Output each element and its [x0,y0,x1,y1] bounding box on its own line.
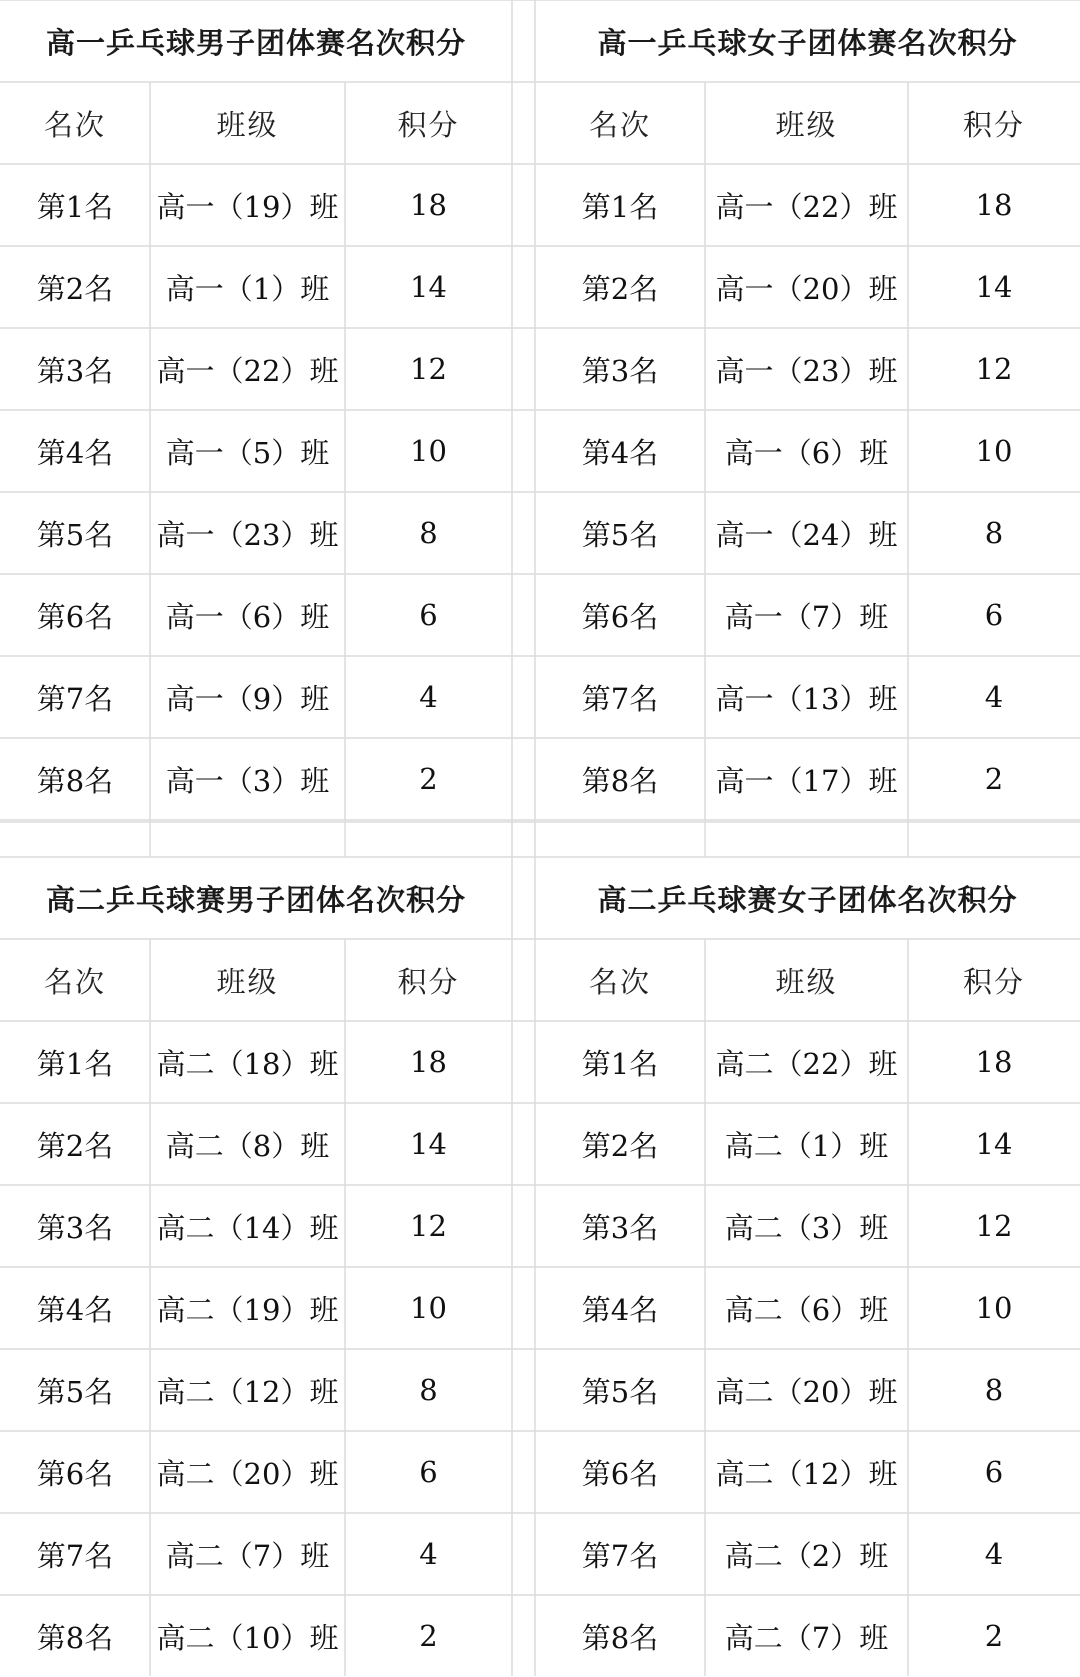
score-cell: 8 [984,516,1004,550]
class-cell: 高二（20）班 [715,1374,898,1409]
header-class: 班级 [216,107,279,142]
class-cell: 高一（19）班 [156,189,339,224]
header-rank: 名次 [588,964,651,999]
rank-cell: 第2名 [36,1128,114,1163]
score-cell: 2 [984,762,1004,796]
class-cell: 高一（22）班 [156,353,339,388]
class-cell: 高一（6）班 [165,599,330,634]
header-score: 积分 [397,107,460,142]
class-cell: 高二（19）班 [156,1292,339,1327]
rank-cell: 第2名 [581,271,659,306]
class-cell: 高一（13）班 [715,681,898,716]
score-cell: 14 [410,1127,447,1161]
score-cell: 12 [975,352,1013,386]
score-cell: 4 [984,1537,1004,1571]
rank-cell: 第7名 [36,1538,114,1573]
score-cell: 10 [410,1291,447,1325]
rank-cell: 第3名 [36,1210,114,1245]
class-cell: 高二（20）班 [156,1456,339,1491]
class-cell: 高一（9）班 [165,681,330,716]
header-score: 积分 [962,107,1025,142]
score-cell: 14 [975,270,1013,304]
class-cell: 高一（3）班 [165,763,330,798]
rank-cell: 第6名 [581,1456,659,1491]
rank-cell: 第2名 [581,1128,659,1163]
rank-cell: 第5名 [581,1374,659,1409]
class-cell: 高一（17）班 [715,763,898,798]
score-cell: 8 [419,1373,438,1407]
rank-cell: 第6名 [36,599,114,634]
rank-cell: 第7名 [581,1538,659,1573]
class-cell: 高二（14）班 [156,1210,339,1245]
table-title-g2-girls: 高二乒乓球赛女子团体名次积分 [597,882,1018,917]
rank-cell: 第6名 [581,599,659,634]
rank-cell: 第1名 [581,189,659,224]
rank-cell: 第3名 [36,353,114,388]
rank-cell: 第4名 [36,435,114,470]
score-cell: 14 [410,270,447,304]
class-cell: 高二（7）班 [724,1620,889,1655]
score-cell: 6 [419,1455,438,1489]
class-cell: 高二（3）班 [724,1210,889,1245]
rank-cell: 第4名 [581,1292,659,1327]
header-score: 积分 [397,964,460,999]
rank-cell: 第8名 [36,1620,114,1655]
score-cell: 4 [419,1537,438,1571]
score-cell: 2 [419,762,438,796]
score-cell: 6 [419,598,438,632]
class-cell: 高二（12）班 [156,1374,339,1409]
score-cell: 8 [984,1373,1004,1407]
class-cell: 高二（22）班 [715,1046,898,1081]
class-cell: 高一（6）班 [724,435,889,470]
header-score: 积分 [962,964,1025,999]
score-cell: 18 [410,1045,447,1079]
class-cell: 高一（23）班 [715,353,898,388]
class-cell: 高二（2）班 [724,1538,889,1573]
score-cell: 18 [975,1045,1013,1079]
class-cell: 高一（1）班 [165,271,330,306]
class-cell: 高一（20）班 [715,271,898,306]
score-cell: 10 [975,434,1013,468]
score-cell: 2 [984,1619,1004,1653]
class-cell: 高一（24）班 [715,517,898,552]
rank-cell: 第1名 [36,1046,114,1081]
class-cell: 高二（7）班 [165,1538,330,1573]
rank-cell: 第8名 [581,763,659,798]
class-cell: 高二（6）班 [724,1292,889,1327]
score-cell: 4 [984,680,1004,714]
score-cell: 12 [410,1209,447,1243]
table-title-g1-girls: 高一乒乓球女子团体赛名次积分 [597,25,1018,60]
rank-cell: 第5名 [36,1374,114,1409]
rank-cell: 第1名 [36,189,114,224]
header-rank: 名次 [43,107,106,142]
score-cell: 6 [984,1455,1004,1489]
rank-cell: 第3名 [581,353,659,388]
header-class: 班级 [775,107,838,142]
score-cell: 12 [975,1209,1013,1243]
class-cell: 高二（12）班 [715,1456,898,1491]
rank-cell: 第8名 [581,1620,659,1655]
header-rank: 名次 [588,107,651,142]
rank-cell: 第6名 [36,1456,114,1491]
score-cell: 8 [419,516,438,550]
score-cell: 18 [975,188,1013,222]
score-cell: 6 [984,598,1004,632]
rank-cell: 第2名 [36,271,114,306]
rank-cell: 第7名 [36,681,114,716]
score-cell: 10 [975,1291,1013,1325]
header-class: 班级 [775,964,838,999]
class-cell: 高二（1）班 [724,1128,889,1163]
rank-cell: 第8名 [36,763,114,798]
class-cell: 高一（22）班 [715,189,898,224]
header-rank: 名次 [43,964,106,999]
score-cell: 10 [410,434,447,468]
rank-cell: 第5名 [36,517,114,552]
rank-cell: 第4名 [36,1292,114,1327]
class-cell: 高二（18）班 [156,1046,339,1081]
score-cell: 12 [410,352,447,386]
rank-cell: 第5名 [581,517,659,552]
header-class: 班级 [216,964,279,999]
rank-cell: 第4名 [581,435,659,470]
rank-cell: 第1名 [581,1046,659,1081]
class-cell: 高一（5）班 [165,435,330,470]
class-cell: 高二（8）班 [165,1128,330,1163]
score-cell: 18 [410,188,447,222]
score-cell: 14 [975,1127,1013,1161]
class-cell: 高二（10）班 [156,1620,339,1655]
table-title-g2-boys: 高二乒乓球赛男子团体名次积分 [45,882,466,917]
table-title-g1-boys: 高一乒乓球男子团体赛名次积分 [45,25,466,60]
rank-cell: 第7名 [581,681,659,716]
class-cell: 高一（23）班 [156,517,339,552]
rank-cell: 第3名 [581,1210,659,1245]
score-cell: 2 [419,1619,438,1653]
score-cell: 4 [419,680,438,714]
class-cell: 高一（7）班 [724,599,889,634]
